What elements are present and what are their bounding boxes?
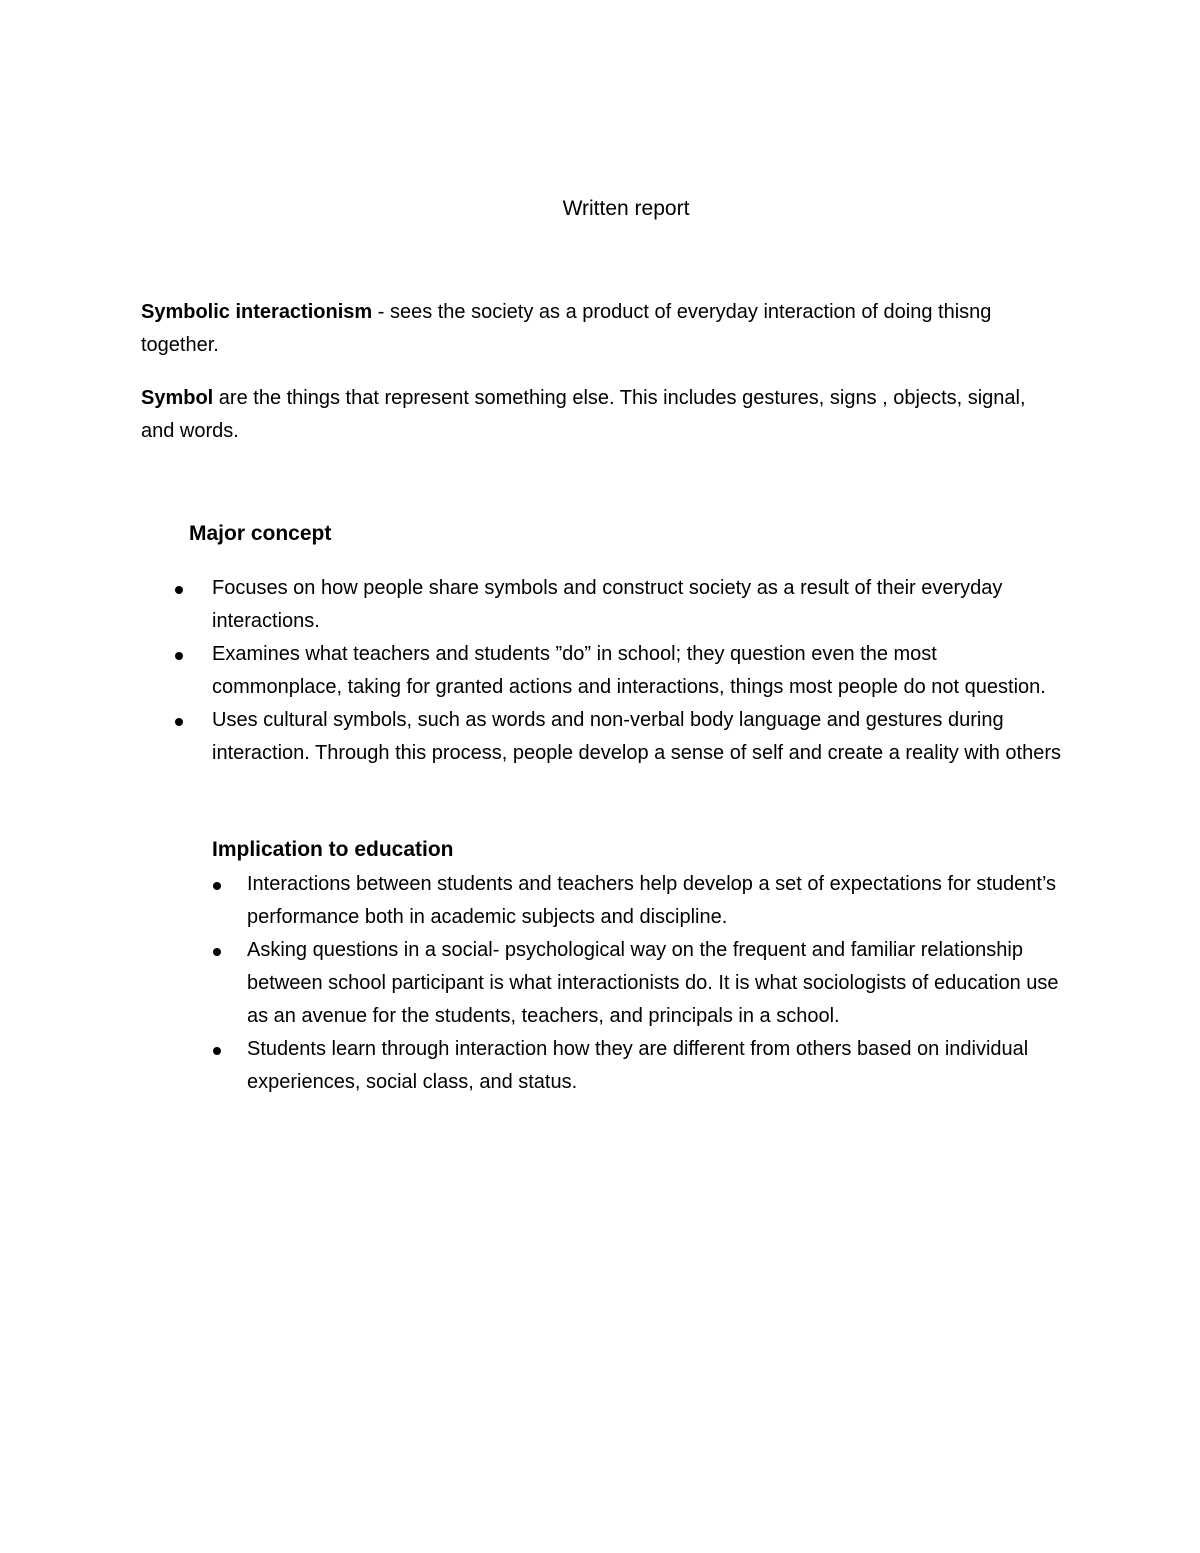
list-item-text: Interactions between students and teachers help develop a set of expectations for student’s performance both in academic subjects and discipline. (247, 873, 1057, 928)
list-item-text: Examines what teachers and students ”do” in school; they question even the most commonplace, taking for granted actions and interactions, things most people do not question. (212, 643, 1046, 698)
list-item-text: Focuses on how people share symbols and construct society as a result of their everyday interactions. (212, 577, 1003, 632)
list-item-text: Asking questions in a social- psychological way on the frequent and familiar relationship between school participant is what interactionists do. It is what sociologists of education use as an avenue for the students, teachers, and principals in a school. (247, 939, 1059, 1027)
list-item (247, 1033, 1067, 1099)
list-item-text: Uses cultural symbols, such as words and non-verbal body language and gestures during interaction. Through this process, people develop a sense of self and create a reality with others (212, 709, 1062, 764)
implication-heading: Implication to education (212, 838, 454, 861)
paragraph-symbol (141, 382, 1061, 448)
implication-list (247, 868, 1067, 1099)
list-item (247, 934, 1067, 1033)
term-symbol: Symbol (141, 387, 214, 409)
list-item-text: Students learn through interaction how they are different from others based on individual experiences, social class, and status. (247, 1038, 1029, 1093)
bullet-icon (175, 652, 183, 660)
term-symbolic-interactionism: Symbolic interactionism (141, 301, 373, 323)
bullet-icon (213, 1047, 221, 1055)
bullet-icon (175, 718, 183, 726)
bullet-icon (213, 948, 221, 956)
definition-symbolic-interactionism: - sees the society as a product of everyday interaction of doing thisng together. (141, 301, 992, 356)
bullet-icon (213, 882, 221, 890)
bullet-icon (175, 586, 183, 594)
paragraph-symbolic-interactionism (141, 296, 1061, 362)
list-item (212, 638, 1072, 704)
document-title: Written report (562, 197, 690, 220)
major-concept-heading: Major concept (189, 522, 332, 545)
major-concept-list (212, 572, 1072, 770)
list-item (212, 572, 1072, 638)
list-item (212, 704, 1072, 770)
definition-symbol: are the things that represent something else. This includes gestures, signs , objects, signal, and words. (141, 387, 1026, 442)
list-item (247, 868, 1067, 934)
